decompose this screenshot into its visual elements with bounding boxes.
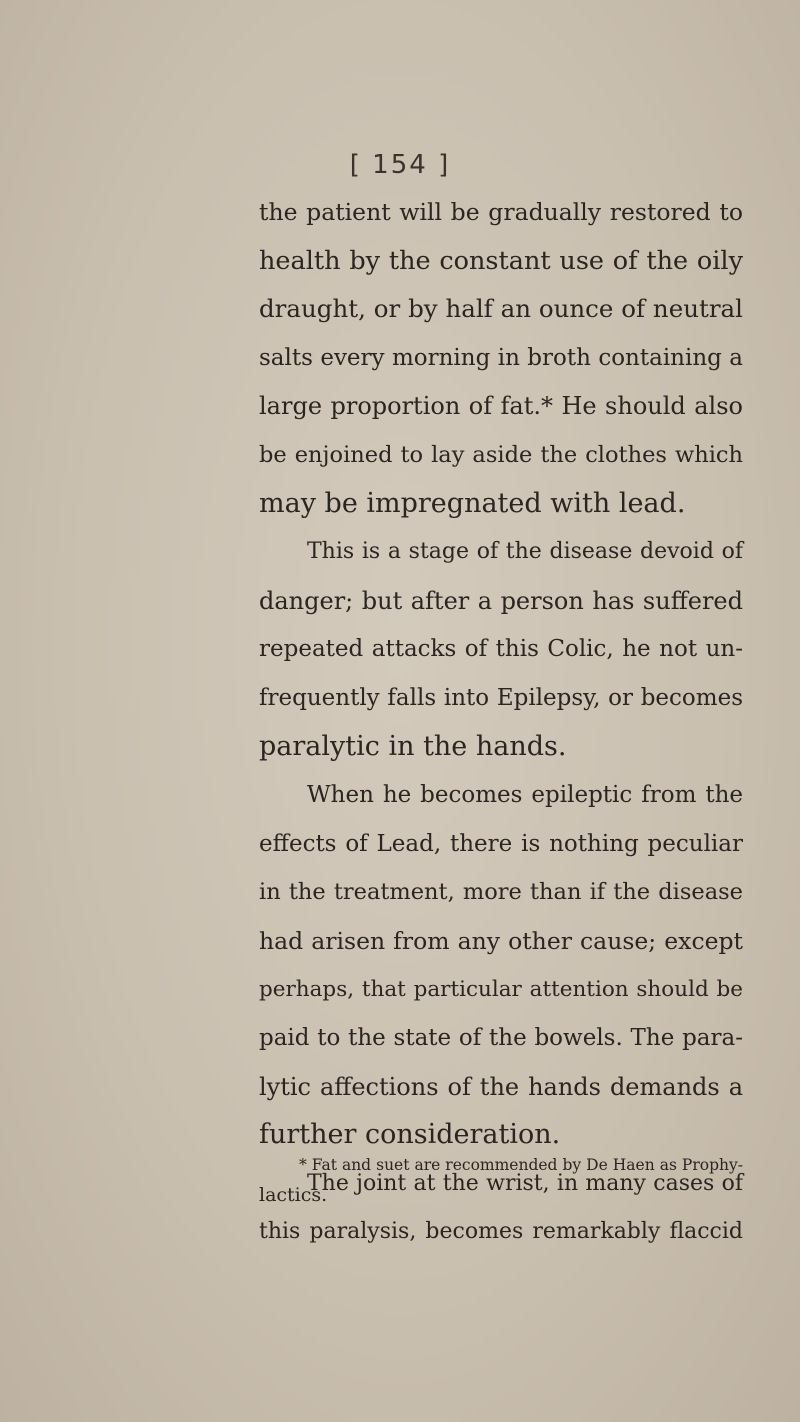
text-line: large proportion of fat.* He should also [259, 392, 743, 421]
text-line: had arisen from any other cause; except [259, 926, 743, 955]
text-line: This is a stage of the disease devoid of [307, 539, 743, 565]
footnote [259, 1150, 743, 1210]
text-line: paid to the state of the bowels. The para- [259, 1025, 743, 1052]
text-line: paralytic in the hands. [259, 730, 567, 762]
text-line: may be impregnated with lead. [259, 487, 686, 519]
text-line: draught, or by half an ounce of neutral [259, 294, 743, 324]
text-line: When he becomes epileptic from the [307, 782, 743, 809]
text-line: health by the constant use of the oily [259, 245, 743, 276]
text-line: in the treatment, more than if the disease [259, 879, 743, 906]
text-line: repeated attacks of this Colic, he not un- [259, 636, 743, 663]
text-line: salts every morning in broth containing a [259, 344, 743, 371]
text-line: danger; but after a person has suffered [259, 586, 743, 615]
text-line: The joint at the wrist, in many cases of [307, 1170, 743, 1196]
footnote-line: lactics. [259, 1184, 328, 1206]
text-line: perhaps, that particular attention should be [259, 976, 743, 1002]
page-number: [ 154 ] [349, 150, 451, 180]
text-line: be enjoined to lay aside the clothes which [259, 441, 743, 468]
text-line: the patient will be gradually restored to [259, 198, 743, 226]
paragraph-2 [259, 528, 743, 771]
footnote-line: * Fat and suet are recommended by De Haen as Prophy- [299, 1156, 743, 1174]
paragraph-3 [259, 771, 743, 1160]
text-line: effects of Lead, there is nothing peculiar [259, 830, 743, 857]
text-line: further consideration. [259, 1119, 561, 1151]
text-line: lytic affections of the hands demands a [259, 1072, 743, 1101]
paragraph-1 [259, 188, 743, 528]
text-line: this paralysis, becomes remarkably flaccid [259, 1219, 743, 1245]
main-text [259, 188, 743, 1257]
text-line: frequently falls into Epilepsy, or becomes [259, 684, 743, 711]
